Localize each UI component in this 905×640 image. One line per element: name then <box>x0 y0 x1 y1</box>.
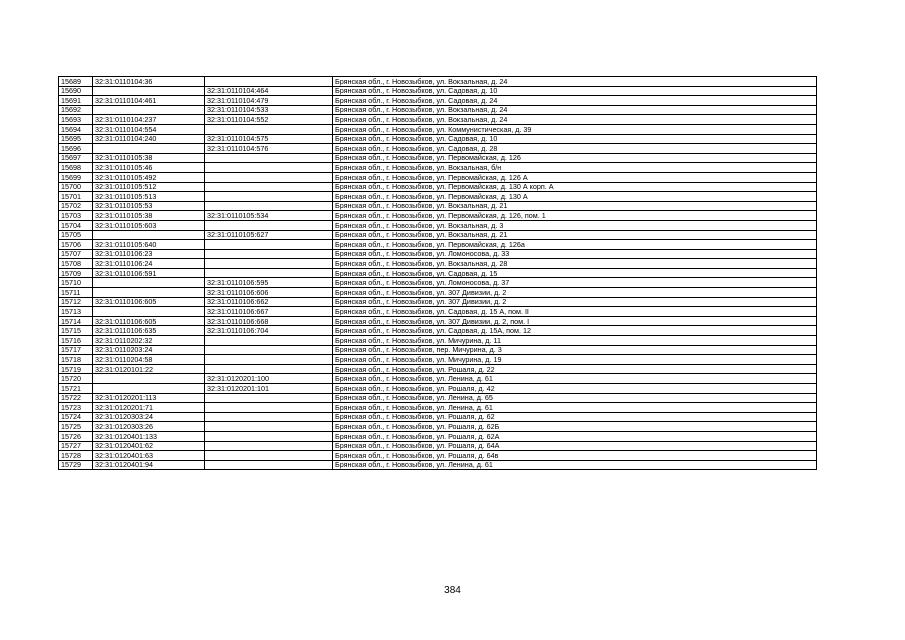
address-cell: Брянская обл., г. Новозыбков, ул. Садовая, д. 28 <box>333 144 817 154</box>
object-cadastral-number-cell <box>205 393 333 403</box>
row-number-cell: 15729 <box>59 460 93 470</box>
address-cell: Брянская обл., г. Новозыбков, ул. 307 Дивизии, д. 2, пом. I <box>333 316 817 326</box>
object-cadastral-number-cell <box>205 240 333 250</box>
object-cadastral-number-cell <box>205 220 333 230</box>
table-row <box>59 153 817 163</box>
cadastral-number-cell: 32:31:0110105:512 <box>93 182 205 192</box>
object-cadastral-number-cell: 32:31:0110104:464 <box>205 86 333 96</box>
cadastral-number-cell <box>93 288 205 298</box>
object-cadastral-number-cell: 32:31:0110105:627 <box>205 230 333 240</box>
row-number-cell: 15699 <box>59 172 93 182</box>
row-number-cell: 15700 <box>59 182 93 192</box>
address-cell: Брянская обл., г. Новозыбков, ул. Ломоносова, д. 37 <box>333 278 817 288</box>
address-cell: Брянская обл., г. Новозыбков, ул. Первомайская, д. 130 А <box>333 192 817 202</box>
object-cadastral-number-cell <box>205 201 333 211</box>
row-number-cell: 15702 <box>59 201 93 211</box>
row-number-cell: 15726 <box>59 431 93 441</box>
table-row <box>59 422 817 432</box>
cadastral-number-cell: 32:31:0110106:591 <box>93 268 205 278</box>
row-number-cell: 15709 <box>59 268 93 278</box>
address-cell: Брянская обл., г. Новозыбков, ул. Коммунистическая, д. 39 <box>333 124 817 134</box>
cadastral-number-cell: 32:31:0110104:461 <box>93 96 205 106</box>
table-row <box>59 115 817 125</box>
row-number-cell: 15689 <box>59 77 93 87</box>
row-number-cell: 15705 <box>59 230 93 240</box>
row-number-cell: 15701 <box>59 192 93 202</box>
address-cell: Брянская обл., г. Новозыбков, ул. Вокзальная, д. 21 <box>333 230 817 240</box>
cadastral-number-cell <box>93 278 205 288</box>
table-row <box>59 441 817 451</box>
object-cadastral-number-cell: 32:31:0110106:667 <box>205 307 333 317</box>
address-cell: Брянская обл., г. Новозыбков, ул. 307 Дивизии, д. 2 <box>333 288 817 298</box>
cadastral-number-cell: 32:31:0110105:492 <box>93 172 205 182</box>
cadastral-number-cell: 32:31:0110202:32 <box>93 336 205 346</box>
object-cadastral-number-cell <box>205 460 333 470</box>
cadastral-number-cell: 32:31:0110204:58 <box>93 355 205 365</box>
cadastral-number-cell: 32:31:0110105:640 <box>93 240 205 250</box>
row-number-cell: 15698 <box>59 163 93 173</box>
row-number-cell: 15715 <box>59 326 93 336</box>
table-row <box>59 431 817 441</box>
table-row <box>59 355 817 365</box>
page-number: 384 <box>444 585 461 596</box>
cadastral-number-cell: 32:31:0110105:38 <box>93 211 205 221</box>
row-number-cell: 15693 <box>59 115 93 125</box>
object-cadastral-number-cell <box>205 192 333 202</box>
cadastral-number-cell: 32:31:0110106:605 <box>93 297 205 307</box>
cadastral-number-cell: 32:31:0110104:554 <box>93 124 205 134</box>
row-number-cell: 15720 <box>59 374 93 384</box>
row-number-cell: 15716 <box>59 336 93 346</box>
address-cell: Брянская обл., г. Новозыбков, ул. Рошаля, д. 64в <box>333 451 817 461</box>
row-number-cell: 15710 <box>59 278 93 288</box>
row-number-cell: 15718 <box>59 355 93 365</box>
object-cadastral-number-cell: 32:31:0120201:100 <box>205 374 333 384</box>
table-row <box>59 307 817 317</box>
registry-table <box>58 76 817 470</box>
object-cadastral-number-cell: 32:31:0110106:662 <box>205 297 333 307</box>
table-row <box>59 220 817 230</box>
address-cell: Брянская обл., г. Новозыбков, ул. Первомайская, д. 126 <box>333 153 817 163</box>
cadastral-number-cell: 32:31:0120201:113 <box>93 393 205 403</box>
table-row <box>59 144 817 154</box>
object-cadastral-number-cell <box>205 124 333 134</box>
row-number-cell: 15714 <box>59 316 93 326</box>
cadastral-number-cell: 32:31:0120401:62 <box>93 441 205 451</box>
address-cell: Брянская обл., г. Новозыбков, ул. Вокзальная, д. 24 <box>333 115 817 125</box>
table-row <box>59 451 817 461</box>
cadastral-number-cell: 32:31:0110106:635 <box>93 326 205 336</box>
address-cell: Брянская обл., г. Новозыбков, ул. Вокзальная, д. 28 <box>333 259 817 269</box>
cadastral-number-cell: 32:31:0120303:26 <box>93 422 205 432</box>
cadastral-number-cell <box>93 144 205 154</box>
table-row <box>59 96 817 106</box>
address-cell: Брянская обл., г. Новозыбков, ул. Вокзальная, д. 21 <box>333 201 817 211</box>
object-cadastral-number-cell <box>205 403 333 413</box>
object-cadastral-number-cell <box>205 172 333 182</box>
cadastral-number-cell: 32:31:0120401:94 <box>93 460 205 470</box>
object-cadastral-number-cell: 32:31:0110104:533 <box>205 105 333 115</box>
object-cadastral-number-cell <box>205 345 333 355</box>
object-cadastral-number-cell <box>205 431 333 441</box>
cadastral-number-cell: 32:31:0110105:38 <box>93 153 205 163</box>
row-number-cell: 15727 <box>59 441 93 451</box>
table-row <box>59 393 817 403</box>
table-row <box>59 249 817 259</box>
cadastral-number-cell <box>93 384 205 394</box>
table-row <box>59 403 817 413</box>
cadastral-number-cell <box>93 230 205 240</box>
table-row <box>59 192 817 202</box>
address-cell: Брянская обл., г. Новозыбков, ул. Первомайская, д. 126, пом. 1 <box>333 211 817 221</box>
address-cell: Брянская обл., г. Новозыбков, ул. Ленина, д. 61 <box>333 403 817 413</box>
table-row <box>59 240 817 250</box>
address-cell: Брянская обл., г. Новозыбков, ул. Садовая, д. 15 <box>333 268 817 278</box>
row-number-cell: 15690 <box>59 86 93 96</box>
object-cadastral-number-cell <box>205 336 333 346</box>
address-cell: Брянская обл., г. Новозыбков, ул. Рошаля, д. 22 <box>333 364 817 374</box>
address-cell: Брянская обл., г. Новозыбков, ул. Рошаля, д. 64А <box>333 441 817 451</box>
cadastral-number-cell <box>93 374 205 384</box>
object-cadastral-number-cell <box>205 249 333 259</box>
object-cadastral-number-cell: 32:31:0110104:552 <box>205 115 333 125</box>
row-number-cell: 15713 <box>59 307 93 317</box>
row-number-cell: 15725 <box>59 422 93 432</box>
row-number-cell: 15722 <box>59 393 93 403</box>
table-row <box>59 364 817 374</box>
address-cell: Брянская обл., г. Новозыбков, ул. Вокзальная, д. 24 <box>333 105 817 115</box>
row-number-cell: 15721 <box>59 384 93 394</box>
row-number-cell: 15694 <box>59 124 93 134</box>
table-row <box>59 172 817 182</box>
cadastral-number-cell: 32:31:0120401:133 <box>93 431 205 441</box>
object-cadastral-number-cell <box>205 259 333 269</box>
table-row <box>59 182 817 192</box>
cadastral-number-cell: 32:31:0120101:22 <box>93 364 205 374</box>
row-number-cell: 15717 <box>59 345 93 355</box>
address-cell: Брянская обл., г. Новозыбков, ул. Ленина, д. 61 <box>333 460 817 470</box>
cadastral-number-cell <box>93 105 205 115</box>
row-number-cell: 15704 <box>59 220 93 230</box>
cadastral-number-cell: 32:31:0110106:605 <box>93 316 205 326</box>
address-cell: Брянская обл., г. Новозыбков, ул. Садовая, д. 24 <box>333 96 817 106</box>
table-row <box>59 134 817 144</box>
cadastral-number-cell: 32:31:0120201:71 <box>93 403 205 413</box>
object-cadastral-number-cell: 32:31:0110106:606 <box>205 288 333 298</box>
object-cadastral-number-cell: 32:31:0110106:668 <box>205 316 333 326</box>
cadastral-number-cell: 32:31:0110105:513 <box>93 192 205 202</box>
address-cell: Брянская обл., г. Новозыбков, ул. Рошаля, д. 62 <box>333 412 817 422</box>
object-cadastral-number-cell: 32:31:0110105:534 <box>205 211 333 221</box>
table-row <box>59 412 817 422</box>
row-number-cell: 15696 <box>59 144 93 154</box>
row-number-cell: 15728 <box>59 451 93 461</box>
address-cell: Брянская обл., г. Новозыбков, ул. Рошаля, д. 42 <box>333 384 817 394</box>
table-row <box>59 124 817 134</box>
cadastral-number-cell: 32:31:0110106:23 <box>93 249 205 259</box>
address-cell: Брянская обл., г. Новозыбков, ул. Мичурина, д. 11 <box>333 336 817 346</box>
table-row <box>59 259 817 269</box>
row-number-cell: 15719 <box>59 364 93 374</box>
object-cadastral-number-cell: 32:31:0110106:595 <box>205 278 333 288</box>
row-number-cell: 15706 <box>59 240 93 250</box>
row-number-cell: 15723 <box>59 403 93 413</box>
table-row <box>59 163 817 173</box>
row-number-cell: 15695 <box>59 134 93 144</box>
cadastral-number-cell: 32:31:0110104:36 <box>93 77 205 87</box>
address-cell: Брянская обл., г. Новозыбков, ул. Рошаля, д. 62Б <box>333 422 817 432</box>
object-cadastral-number-cell <box>205 422 333 432</box>
address-cell: Брянская обл., г. Новозыбков, ул. Садовая, д. 10 <box>333 86 817 96</box>
cadastral-number-cell: 32:31:0110104:237 <box>93 115 205 125</box>
object-cadastral-number-cell <box>205 441 333 451</box>
cadastral-number-cell <box>93 307 205 317</box>
object-cadastral-number-cell <box>205 77 333 87</box>
table-row <box>59 288 817 298</box>
object-cadastral-number-cell: 32:31:0120201:101 <box>205 384 333 394</box>
table-row <box>59 336 817 346</box>
object-cadastral-number-cell <box>205 182 333 192</box>
address-cell: Брянская обл., г. Новозыбков, пер. Мичурина, д. 3 <box>333 345 817 355</box>
registry-table-body <box>59 77 817 470</box>
table-row <box>59 345 817 355</box>
table-row <box>59 77 817 87</box>
cadastral-number-cell: 32:31:0120303:24 <box>93 412 205 422</box>
address-cell: Брянская обл., г. Новозыбков, ул. Ленина, д. 61 <box>333 374 817 384</box>
table-row <box>59 86 817 96</box>
row-number-cell: 15724 <box>59 412 93 422</box>
object-cadastral-number-cell <box>205 355 333 365</box>
row-number-cell: 15691 <box>59 96 93 106</box>
cadastral-number-cell: 32:31:0110105:53 <box>93 201 205 211</box>
row-number-cell: 15697 <box>59 153 93 163</box>
cadastral-number-cell: 32:31:0110105:603 <box>93 220 205 230</box>
object-cadastral-number-cell <box>205 268 333 278</box>
address-cell: Брянская обл., г. Новозыбков, ул. Рошаля, д. 62А <box>333 431 817 441</box>
row-number-cell: 15692 <box>59 105 93 115</box>
table-row <box>59 201 817 211</box>
row-number-cell: 15703 <box>59 211 93 221</box>
object-cadastral-number-cell: 32:31:0110104:576 <box>205 144 333 154</box>
table-row <box>59 316 817 326</box>
cadastral-number-cell: 32:31:0110104:240 <box>93 134 205 144</box>
address-cell: Брянская обл., г. Новозыбков, ул. Садовая, д. 10 <box>333 134 817 144</box>
address-cell: Брянская обл., г. Новозыбков, ул. Садовая, д. 15А, пом. 12 <box>333 326 817 336</box>
table-row <box>59 278 817 288</box>
object-cadastral-number-cell: 32:31:0110106:704 <box>205 326 333 336</box>
address-cell: Брянская обл., г. Новозыбков, ул. Первомайская, д. 130 А корп. А <box>333 182 817 192</box>
address-cell: Брянская обл., г. Новозыбков, ул. Первомайская, д. 126а <box>333 240 817 250</box>
row-number-cell: 15708 <box>59 259 93 269</box>
table-row <box>59 326 817 336</box>
row-number-cell: 15707 <box>59 249 93 259</box>
row-number-cell: 15711 <box>59 288 93 298</box>
address-cell: Брянская обл., г. Новозыбков, ул. Ломоносова, д. 33 <box>333 249 817 259</box>
address-cell: Брянская обл., г. Новозыбков, ул. Вокзальная, д. 3 <box>333 220 817 230</box>
object-cadastral-number-cell <box>205 153 333 163</box>
table-row <box>59 268 817 278</box>
table-row <box>59 230 817 240</box>
row-number-cell: 15712 <box>59 297 93 307</box>
object-cadastral-number-cell: 32:31:0110104:479 <box>205 96 333 106</box>
object-cadastral-number-cell <box>205 451 333 461</box>
table-row <box>59 460 817 470</box>
table-row <box>59 297 817 307</box>
address-cell: Брянская обл., г. Новозыбков, ул. Первомайская, д. 126 А <box>333 172 817 182</box>
address-cell: Брянская обл., г. Новозыбков, ул. 307 Дивизии, д. 2 <box>333 297 817 307</box>
cadastral-number-cell: 32:31:0110106:24 <box>93 259 205 269</box>
cadastral-number-cell <box>93 86 205 96</box>
table-row <box>59 374 817 384</box>
cadastral-number-cell: 32:31:0120401:63 <box>93 451 205 461</box>
object-cadastral-number-cell <box>205 163 333 173</box>
address-cell: Брянская обл., г. Новозыбков, ул. Ленина, д. 65 <box>333 393 817 403</box>
cadastral-number-cell: 32:31:0110105:46 <box>93 163 205 173</box>
object-cadastral-number-cell <box>205 412 333 422</box>
address-cell: Брянская обл., г. Новозыбков, ул. Садовая, д. 15 А, пом. II <box>333 307 817 317</box>
cadastral-number-cell: 32:31:0110203:24 <box>93 345 205 355</box>
object-cadastral-number-cell: 32:31:0110104:575 <box>205 134 333 144</box>
table-row <box>59 384 817 394</box>
table-row <box>59 105 817 115</box>
address-cell: Брянская обл., г. Новозыбков, ул. Вокзальная, д. 24 <box>333 77 817 87</box>
address-cell: Брянская обл., г. Новозыбков, ул. Мичурина, д. 19 <box>333 355 817 365</box>
object-cadastral-number-cell <box>205 364 333 374</box>
address-cell: Брянская обл., г. Новозыбков, ул. Вокзальная, б/н <box>333 163 817 173</box>
table-row <box>59 211 817 221</box>
